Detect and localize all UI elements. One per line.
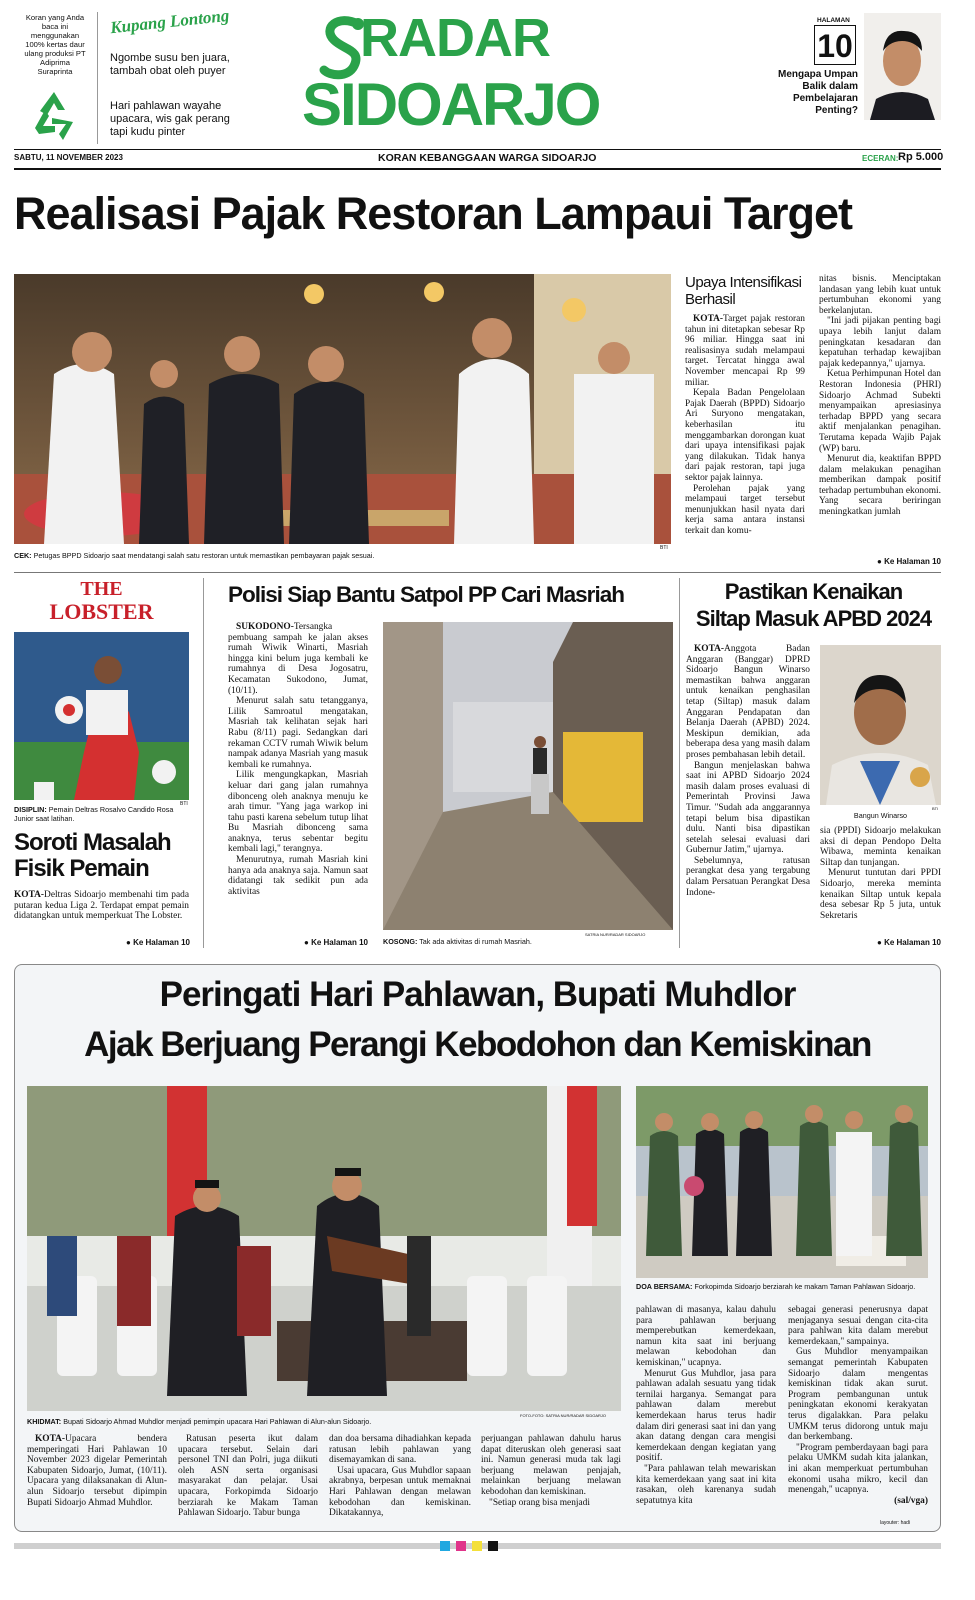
pahlawan-headline-1: Peringati Hari Pahlawan, Bupati Muhdlor [159, 975, 796, 1014]
page-number: 10 [814, 25, 856, 65]
kupang-item-1: Ngombe susu ben juara, tambah obat oleh puyer [110, 52, 230, 77]
lobster-caption: DISIPLIN: Pemain Deltras Rosalvo Candido Rosa Junior saat latihan. [14, 805, 174, 823]
siltap-ref: ● Ke Halaman 10 [877, 938, 941, 947]
lead-column-2: nitas bisnis. Menciptakan landasan yang lebih kuat untuk pertumbuhan ekonomi yang berkelanjutan. "Ini jadi pijakan penting bagi upaya lebih lanjut dalam peningkatan kesadaran dan kepatuhan terhadap kewajiban pajak kedepannya," ujarnya. Ketua Perhimpunan Hotel dan Restoran Indonesia (PHRI) Sidoarjo Achmad Subekti menyampaikan apresiasinya terhadap BPPD yang secara aktif menjalankan penagihan. Terutama kepada Wajib Pajak (WP) baru. Menurut dia, keaktifan BPPD dalam melakukan penagihan memberikan dampak positif terhadap pertumbuhan ekonomi. Yang secara beriringan meningkatkan jumlah [819, 274, 941, 518]
lead-subhead: Upaya Intensifikasi Berhasil [685, 274, 802, 308]
masriah-photo-credit: SATRIA NUR/RADAR SIDOARJO [585, 932, 646, 937]
pahlawan-caption-1: KHIDMAT: Bupati Sidoarjo Ahmad Muhdlor menjadi pemimpin upacara Hari Pahlawan di Alun-alun Sidoarjo. [27, 1417, 372, 1426]
masriah-headline: Polisi Siap Bantu Satpol PP Cari Masriah [228, 582, 624, 607]
kupang-item-2: Hari pahlawan wayahe upacara, wis gak perang tapi kudu pinter [110, 100, 230, 138]
lobster-logo-2: LOBSTER [49, 599, 154, 624]
teaser-photo [864, 13, 941, 120]
date-line: SABTU, 11 NOVEMBER 2023 [14, 153, 123, 162]
siltap-photo [820, 645, 941, 805]
price-label: ECERAN: [862, 154, 899, 163]
pahlawan-photo-main [27, 1086, 621, 1411]
pahlawan-headline-2: Ajak Berjuang Perangi Kebodohon dan Kemiskinan [84, 1025, 871, 1064]
page-label: HALAMAN [817, 17, 850, 24]
siltap-photo-credit: BTI [932, 806, 939, 811]
pahlawan-photo1-credit: FOTO-FOTO: SATRIA NUR/RADAR SIDOARJO [520, 1413, 607, 1418]
color-mark-magenta [456, 1541, 466, 1551]
siltap-column-2: sia (PPDI) Sidoarjo melakukan aksi di depan Pendopo Delta Wibawa, meminta kenaikan Siltap dan tunjangan. Menurut tuntutan dari PPDI Sidoarjo, mereka meminta kenaikan Siltap untuk kepala desa sebesar Rp 5 juta, untuk Sekretaris [820, 826, 941, 921]
layouter-credit: layouter: hadi [880, 1520, 911, 1526]
pahlawan-col-3: dan doa bersama dihadiahkan kepada ratusan lebih pahlawan yang disemayamkan di sana. Usai upacara, Gus Muhdlor sapaan akrabnya, berpesan untuk memaknai Hari Pahlawan dengan melawan kebodohan dan kemiskinan. Dikatakannya, [329, 1434, 471, 1519]
pahlawan-sign: (sal/vga) [894, 1495, 928, 1506]
masthead-divider [97, 12, 98, 144]
lobster-headline: Soroti Masalah Fisik Pemain [14, 829, 171, 882]
lobster-photo [14, 632, 189, 800]
lobster-logo-1: THE [80, 578, 123, 600]
lobster-photo-credit: BTI [180, 801, 188, 807]
siltap-photo-caption: Bangun Winarso [853, 811, 908, 820]
recycle-icon [27, 88, 81, 142]
kupang-label: Kupang Lontong [109, 5, 231, 38]
pahlawan-col-1: KOTA-Upacara bendera memperingati Hari Pahlawan 10 November 2023 digelar Pemerintah Kabupaten Sidoarjo, Jumat, (10/11). Upacara yang dilaksanakan di Alun-alun Sidoarjo tersebut dipimpin Bupati Sidoarjo Ahmad Muhdlor. [27, 1434, 167, 1508]
logo-radar: RADAR [360, 8, 550, 68]
paper-info: Koran yang Anda baca ini menggunakan 100% kertas daur ulang produksi PT Adiprima Suraprinta [24, 13, 86, 76]
column-divider-1 [203, 578, 204, 948]
lead-caption: CEK: Petugas BPPD Sidoarjo saat mendatangi salah satu restoran untuk memastikan pembayaran pajak sesuai. [14, 551, 375, 560]
masriah-caption: KOSONG: Tak ada aktivitas di rumah Masriah. [383, 937, 532, 946]
pahlawan-caption-2: DOA BERSAMA: Forkopimda Sidoarjo berziarah ke makam Taman Pahlawan Sidoarjo. [636, 1282, 916, 1291]
masriah-ref: ● Ke Halaman 10 [304, 938, 368, 947]
lead-photo [14, 274, 671, 544]
lead-photo-credit: BTI [660, 545, 668, 551]
price: Rp 5.000 [898, 151, 944, 163]
masriah-column: SUKODONO-Tersangka pembuang sampah ke jalan akses rumah Wiwik Winarti, Masriah hingga kini belum juga kembali ke rumahnya di Desa Jogosatru, Kecamatan Sukodono, Jumat, (10/11). Menurut salah satu tetangganya, Lilik Samroatul mengatakan, Masriah tak kelihatan sejak hari Rabu (8/11) pagi. Sedangkan dari rekaman CCTV rumah Wiwik belum nampak adanya Masriah yang masuk kembali ke rumahnya. Lilik mengungkapkan, Masriah keluar dari gang jalan rumahnya dibonceng oleh anaknya menuju ke arah timur. "Yang jaga warkop ini tahu pasti karena sebelum tutup lihat Bu Masriah dibonceng sama anaknya, terus sebentar begitu kembali lagi," terangnya. Menurutnya, rumah Masriah kini hanya ada anaknya saja. Namun saat didatangi tak sedikit pun ada aktivitas [228, 622, 368, 897]
color-mark-cyan [440, 1541, 450, 1551]
color-mark-yellow [472, 1541, 482, 1551]
pahlawan-col-6: sebagai generasi penerusnya dapat menjaganya sesuai dengan cita-cita para pahlwan kita dalam merebut kemerdekaan," sampainya. Gus Muhdlor menyampaikan semangat pemerintah Kabupaten Sidoarjo dalam mengentas kemiskinan tidak akan surut. Program pembangunan untuk peningkatan ekonomi kerakyatan terus digalakkan. Para pelaku UMKM terus didorong untuk maju dan berkembang. "Program pemberdayaan bagi para pelaku UMKM sudah kita jalankan, ini akan memperkuat pertumbuhan ekonomi usaha mikro, kecil dan menengah," ucapnya. (sal/vga) [788, 1305, 928, 1506]
lead-column-1: KOTA-Target pajak restoran tahun ini ditetapkan sebesar Rp 96 miliar. Hingga saat ini realisasinya sudah melampaui target. Tercatat hingga awal November mencapai Rp 99 miliar. Kepala Badan Pengelolaan Pajak Daerah (BPPD) Sidoarjo Ari Suryono mengatakan, keberhasilan itu menggambarkan dorongan kuat dari upaya intensifikasi pajak yang dilakukan. Tidak hanya dari pajak restoran, tapi juga sektor pajak lainnya. Perolehan pajak yang melampaui target tersebut menunjukkan hasil nyata dari kerja sama antara instansi terkait dan komu- [685, 314, 805, 536]
pahlawan-col-2: Ratusan peserta ikut dalam upacara tersebut. Selain dari personel TNI dan Polri, juga diikuti oleh ASN serta organisasi masyarakat dan pelajar. Usai upacara, Forkopimda Sidoarjo berziarah ke Makam Taman Pahlawan Sidoarjo. Tabur bunga [178, 1434, 318, 1519]
masthead-rule-top [14, 149, 941, 150]
siltap-headline-2: Siltap Masuk APBD 2024 [695, 606, 932, 631]
pahlawan-col-4: perjuangan pahlawan dahulu harus dapat diteruskan oleh generasi saat ini. Namun generasi muda tak lagi berjuang melawan penjajah, melainkan berjuang melawan kebodohan dan kemiskinan. "Setiap orang bisa menjadi [481, 1434, 621, 1508]
siltap-headline-1: Pastikan Kenaikan [724, 579, 903, 604]
masriah-photo [383, 622, 673, 930]
masthead-rule-bottom [14, 168, 941, 170]
main-headline: Realisasi Pajak Restoran Lampaui Target [14, 188, 853, 239]
pahlawan-col-5: pahlawan di masanya, kalau dahulu para pahlawan berjuang memperebutkan kemerdekaan, namun kita saat ini berjuang melawan kebodohan dan kemiskinan," ucapnya. Menurut Gus Muhdlor, jasa para pahlawan adalah sesuatu yang tidak ternilai harganya. Semangat para pahlawan dalam merebut kemerdekaan harus terus hadir dalam diri generasi saat ini dan yang akan datang dengan cara mengisi kemerdekaan dengan kegiatan yang positif. "Para pahlawan telah mewariskan kita kemerdekaan yang saat ini kita rasakan, oleh karenanya sudah sepatutnya kita [636, 1305, 776, 1506]
lobster-ref: ● Ke Halaman 10 [126, 938, 190, 947]
section-rule-1 [14, 572, 941, 573]
tagline: KORAN KEBANGGAAN WARGA SIDOARJO [378, 152, 597, 164]
lead-ref: ● Ke Halaman 10 [877, 557, 941, 566]
logo-sidoarjo: SIDOARJO [302, 71, 600, 138]
teaser-text: Mengapa Umpan Balik dalam Pembelajaran Penting? [778, 69, 859, 116]
siltap-column-1: KOTA-Anggota Badan Anggaran (Banggar) DPRD Sidoarjo Bangun Winarso memastikan bahwa anggaran untuk kenaikan penghasilan tetap (Siltap) masuk dalam Anggaran Pendapatan dan Belanja Daerah (APBD) 2024. Meskipun demikian, ada beberapa desa yang masih dalam proses pembahasan lebih detail. Bangun menjelaskan bahwa saat ini APBD Sidoarjo 2024 masih dalam proses evaluasi di Pemerintah Provinsi Jawa Timur. "Sudah ada anggarannya tetapi belum bisa dipastikan dulu. Nanti bisa dipastikan setelah selesai evaluasi dari Gubernur Jatim," ujarnya. Sebelumnya, ratusan perangkat desa yang tergabung dalam Persatuan Perangkat Desa Indone- [686, 644, 810, 898]
column-divider-2 [679, 578, 680, 948]
lobster-text: KOTA-Deltras Sidoarjo membenahi tim pada putaran kedua Liga 2. Terdapat empat pemain didatangkan untuk memperkuat The Lobster. [14, 890, 189, 922]
pahlawan-photo-ziarah [636, 1086, 928, 1278]
color-mark-black [488, 1541, 498, 1551]
